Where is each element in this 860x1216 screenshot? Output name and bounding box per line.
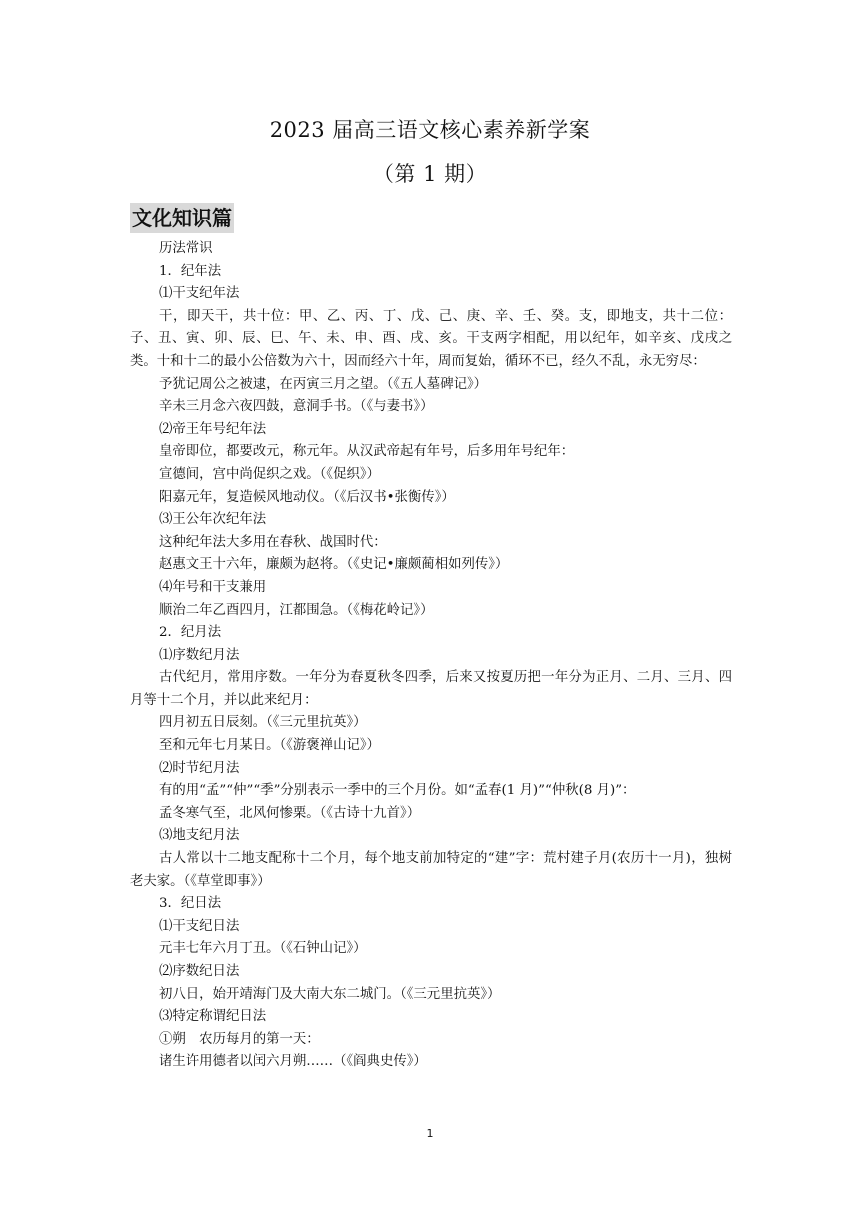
explanation-line: 皇帝即位，都要改元，称元年。从汉武帝起有年号，后多用年号纪年：: [159, 444, 575, 460]
example-line: 顺治二年乙酉四月，江都围急。（《梅花岭记》）: [159, 602, 434, 618]
example-line: 初八日，始开靖海门及大南大东二城门。（《三元里抗英》）: [159, 986, 501, 1002]
body-text: [130, 238, 732, 1074]
method-heading: ⑷年号和干支兼用: [159, 579, 267, 595]
subsection-heading: 3．纪日法: [159, 896, 222, 912]
issue-number: （第 1 期）: [372, 162, 488, 186]
example-line: 阳嘉元年，复造候风地动仪。（《后汉书•张衡传》）: [159, 489, 455, 505]
example-line: 宣德间，宫中尚促织之戏。（《促织》）: [159, 466, 380, 482]
explanation-line: 这种纪年法大多用在春秋、战国时代：: [159, 534, 387, 550]
explanation-paragraph: 古人常以十二地支配称十二个月，每个地支前加特定的“建”字：荒村建子月(农历十一月)，独树老夫家。（《草堂即事》）: [130, 851, 732, 889]
example-line: 孟冬寒气至，北风何惨栗。（《古诗十九首》）: [159, 805, 421, 821]
example-line: 至和元年七月某日。（《游褒禅山记》）: [159, 738, 380, 754]
method-heading: ⑵时节纪月法: [159, 760, 240, 776]
method-heading: ⑶特定称谓纪日法: [159, 1009, 267, 1025]
method-heading: ⑴序数纪月法: [159, 647, 240, 663]
method-heading: ⑶王公年次纪年法: [159, 512, 267, 528]
explanation-paragraph: 干，即天干，共十位：甲、乙、丙、丁、戊、己、庚、辛、壬、癸。支，即地支，共十二位：子、丑、寅、卯、辰、巳、午、未、申、酉、戌、亥。干支两字相配，用以纪年，如辛亥、戊戌之类。十和十二的最小公倍数为六十，因而经六十年，周而复始，循环不已，经久不乱，永无穷尽：: [130, 308, 732, 369]
method-heading: ⑴干支纪年法: [159, 286, 240, 302]
example-line: 赵惠文王十六年，廉颇为赵将。（《史记•廉颇蔺相如列传》）: [159, 557, 509, 573]
document-title: 2023 届高三语文核心素养新学案: [269, 118, 591, 142]
example-line: 元丰七年六月丁丑。（《石钟山记》）: [159, 941, 367, 957]
method-heading: ⑴干支纪日法: [159, 918, 240, 934]
explanation-line: 有的用“孟”“仲”“季”分别表示一季中的三个月份。如“孟春(1 月)”“仲秋(8 月)”：: [159, 783, 636, 799]
example-line: 诸生许用德者以闰六月朔……（《阎典史传》）: [159, 1054, 427, 1070]
example-line: 四月初五日辰刻。（《三元里抗英》）: [159, 715, 367, 731]
subsection-heading: 1．纪年法: [159, 263, 222, 279]
method-heading: ⑵帝王年号纪年法: [159, 421, 267, 437]
example-line: 予犹记周公之被逮，在丙寅三月之望。（《五人墓碑记》）: [159, 376, 488, 392]
topic-heading: 历法常识: [159, 241, 213, 256]
page-number: 1: [426, 1127, 434, 1140]
subsection-heading: 2．纪月法: [159, 625, 222, 641]
explanation-paragraph: 古代纪月，常用序数。一年分为春夏秋冬四季，后来又按夏历把一年分为正月、二月、三月、四月等十二个月，并以此来纪月：: [130, 670, 732, 708]
method-heading: ⑶地支纪月法: [159, 828, 240, 844]
section-heading: 文化知识篇: [130, 203, 234, 233]
term-definition: ①朔 农历每月的第一天：: [159, 1031, 320, 1047]
method-heading: ⑵序数纪日法: [159, 964, 240, 979]
example-line: 辛未三月念六夜四鼓，意洞手书。（《与妻书》）: [159, 399, 434, 415]
